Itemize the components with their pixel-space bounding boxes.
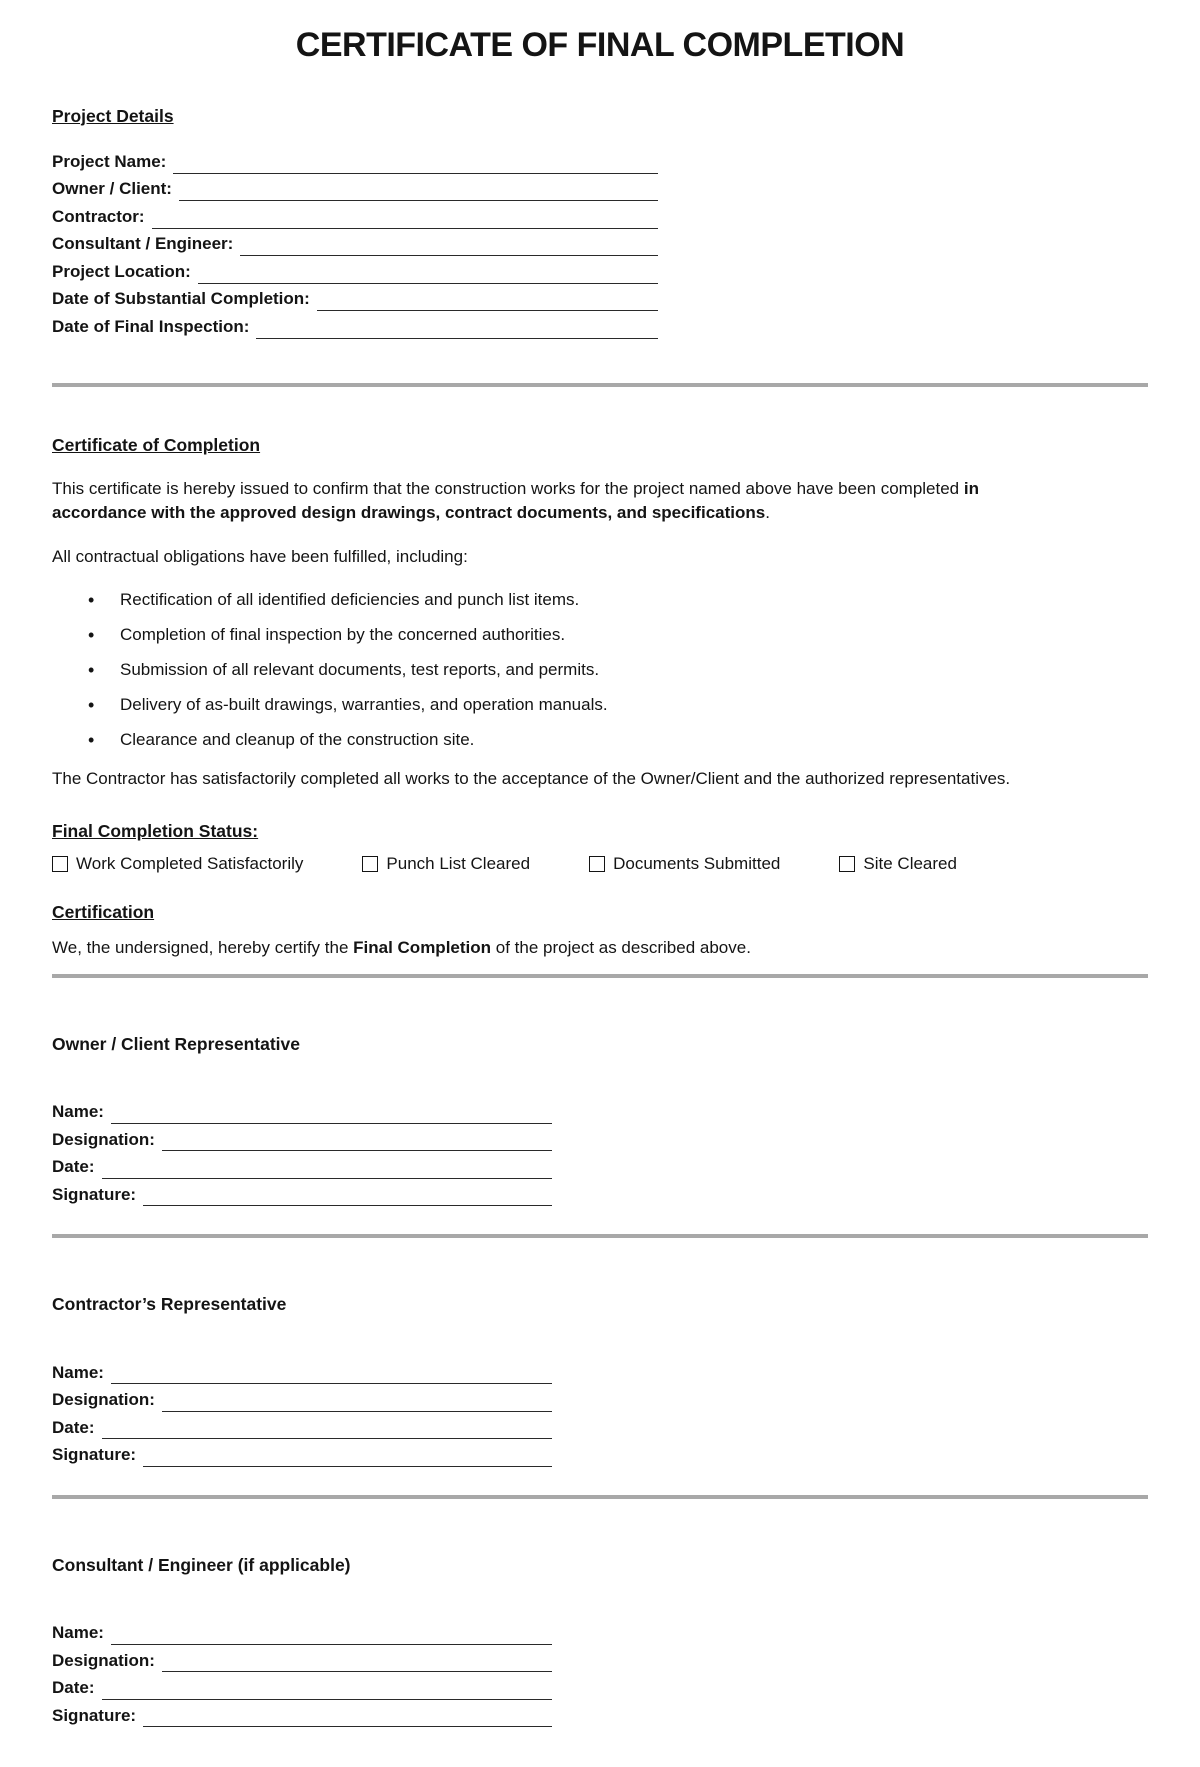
- consultant-signature-row: [52, 1700, 552, 1728]
- consultant-name-blank-line[interactable]: [111, 1623, 552, 1645]
- contractor-label: Contractor:: [52, 206, 145, 226]
- contractor-date-row: [52, 1412, 552, 1440]
- project-name-blank-line[interactable]: [173, 152, 658, 174]
- consultant-signature-label: Signature:: [52, 1705, 137, 1725]
- owner-name-label: Name:: [52, 1102, 104, 1122]
- contractor-designation-label: Designation:: [52, 1390, 155, 1410]
- contractor-signature-row: [52, 1439, 552, 1467]
- contractor-row: [52, 201, 658, 229]
- consultant-engineer-label: Consultant / Engineer:: [52, 234, 234, 254]
- project-location-blank-line[interactable]: [198, 262, 658, 284]
- owner-client-row: [52, 174, 658, 202]
- owner-representative-fields: [52, 1096, 1148, 1206]
- obligations-list: [52, 588, 1148, 751]
- certificate-paragraph-3: The Contractor has satisfactorily completed all works to the acceptance of the Owner/Client and the authorized representatives.: [52, 769, 1011, 789]
- project-details-section: [52, 146, 1148, 339]
- consultant-date-label: Date:: [52, 1678, 95, 1698]
- certification-heading: Certification: [52, 901, 155, 922]
- final-inspection-date-row: [52, 311, 658, 339]
- work-completed-checkbox[interactable]: [52, 856, 68, 872]
- documents-submitted-label: Documents Submitted: [613, 853, 781, 873]
- consultant-name-row: [52, 1617, 552, 1645]
- contractor-name-label: Name:: [52, 1362, 104, 1382]
- list-item: • Completion of final inspection by the concerned authorities.: [52, 623, 1148, 647]
- page-title: CERTIFICATE OF FINAL COMPLETION: [295, 26, 905, 64]
- consultant-designation-row: [52, 1645, 552, 1673]
- owner-date-row: [52, 1151, 552, 1179]
- certification-line-pre: We, the undersigned, hereby certify the: [52, 938, 354, 958]
- consultant-engineer-fields: [52, 1617, 1148, 1727]
- certification-line-post: of the project as described above.: [491, 938, 751, 958]
- final-completion-status-heading: Final Completion Status:: [52, 821, 259, 842]
- punch-list-label: Punch List Cleared: [386, 853, 531, 873]
- site-cleared-label: Site Cleared: [863, 853, 957, 873]
- status-option-documents-submitted: [589, 852, 780, 876]
- project-location-label: Project Location:: [52, 261, 191, 281]
- certification-line: [52, 936, 1042, 960]
- consultant-date-row: [52, 1672, 552, 1700]
- consultant-signature-blank-line[interactable]: [143, 1705, 552, 1727]
- list-item: • Delivery of as-built drawings, warranties, and operation manuals.: [52, 693, 1148, 717]
- site-cleared-checkbox[interactable]: [839, 856, 855, 872]
- list-item: • Submission of all relevant documents, test reports, and permits.: [52, 658, 1148, 682]
- section-divider: [52, 974, 1148, 978]
- project-name-row: [52, 146, 658, 174]
- owner-name-blank-line[interactable]: [111, 1102, 552, 1124]
- consultant-engineer-heading: Consultant / Engineer (if applicable): [52, 1554, 351, 1575]
- owner-designation-label: Designation:: [52, 1129, 155, 1149]
- section-divider: [52, 1234, 1148, 1238]
- project-location-row: [52, 256, 658, 284]
- owner-client-blank-line[interactable]: [179, 179, 658, 201]
- status-option-site-cleared: [839, 852, 957, 876]
- status-option-punch-list: [362, 852, 530, 876]
- status-options-row: [52, 852, 957, 876]
- certificate-paragraph-2: All contractual obligations have been fulfilled, including:: [52, 546, 468, 566]
- final-inspection-date-label: Date of Final Inspection:: [52, 316, 250, 336]
- substantial-completion-date-label: Date of Substantial Completion:: [52, 289, 310, 309]
- consultant-engineer-blank-line[interactable]: [240, 234, 658, 256]
- owner-signature-row: [52, 1179, 552, 1207]
- list-item: • Rectification of all identified deficiencies and punch list items.: [52, 588, 1148, 612]
- owner-date-blank-line[interactable]: [102, 1157, 552, 1179]
- documents-submitted-checkbox[interactable]: [589, 856, 605, 872]
- substantial-completion-date-row: [52, 284, 658, 312]
- consultant-designation-blank-line[interactable]: [162, 1650, 552, 1672]
- project-name-label: Project Name:: [52, 151, 167, 171]
- contractor-signature-label: Signature:: [52, 1445, 137, 1465]
- certificate-paragraph-1-bold: in accordance with the approved design drawings, contract documents, and specifications: [52, 479, 979, 522]
- contractor-signature-blank-line[interactable]: [143, 1445, 552, 1467]
- contractor-representative-heading: Contractor’s Representative: [52, 1294, 287, 1315]
- contractor-name-blank-line[interactable]: [111, 1362, 552, 1384]
- section-divider: [52, 383, 1148, 387]
- certification-line-bold: Final Completion: [353, 938, 492, 958]
- owner-date-label: Date:: [52, 1157, 95, 1177]
- contractor-designation-blank-line[interactable]: [162, 1390, 552, 1412]
- owner-designation-blank-line[interactable]: [162, 1129, 552, 1151]
- section-divider: [52, 1495, 1148, 1499]
- final-inspection-date-blank-line[interactable]: [256, 317, 658, 339]
- punch-list-checkbox[interactable]: [362, 856, 378, 872]
- certificate-paragraph-1-post: .: [765, 502, 770, 522]
- contractor-representative-fields: [52, 1357, 1148, 1467]
- work-completed-label: Work Completed Satisfactorily: [76, 853, 304, 873]
- project-details-heading: Project Details: [52, 105, 174, 126]
- certificate-of-completion-heading: Certificate of Completion: [52, 434, 261, 455]
- owner-client-label: Owner / Client:: [52, 179, 172, 199]
- contractor-name-row: [52, 1357, 552, 1385]
- consultant-designation-label: Designation:: [52, 1650, 155, 1670]
- owner-signature-blank-line[interactable]: [143, 1184, 552, 1206]
- contractor-blank-line[interactable]: [152, 207, 658, 229]
- list-item: • Clearance and cleanup of the construction site.: [52, 728, 1148, 752]
- contractor-date-blank-line[interactable]: [102, 1417, 552, 1439]
- owner-designation-row: [52, 1124, 552, 1152]
- certificate-paragraph-1-pre: This certificate is hereby issued to confirm that the construction works for the project named above have been completed: [52, 479, 964, 499]
- status-option-work-completed: [52, 852, 303, 876]
- owner-representative-heading: Owner / Client Representative: [52, 1033, 300, 1054]
- owner-signature-label: Signature:: [52, 1184, 137, 1204]
- substantial-completion-date-blank-line[interactable]: [317, 289, 658, 311]
- consultant-engineer-row: [52, 229, 658, 257]
- owner-name-row: [52, 1096, 552, 1124]
- contractor-date-label: Date:: [52, 1417, 95, 1437]
- consultant-name-label: Name:: [52, 1623, 104, 1643]
- contractor-designation-row: [52, 1384, 552, 1412]
- certificate-paragraph-1: [52, 477, 1042, 525]
